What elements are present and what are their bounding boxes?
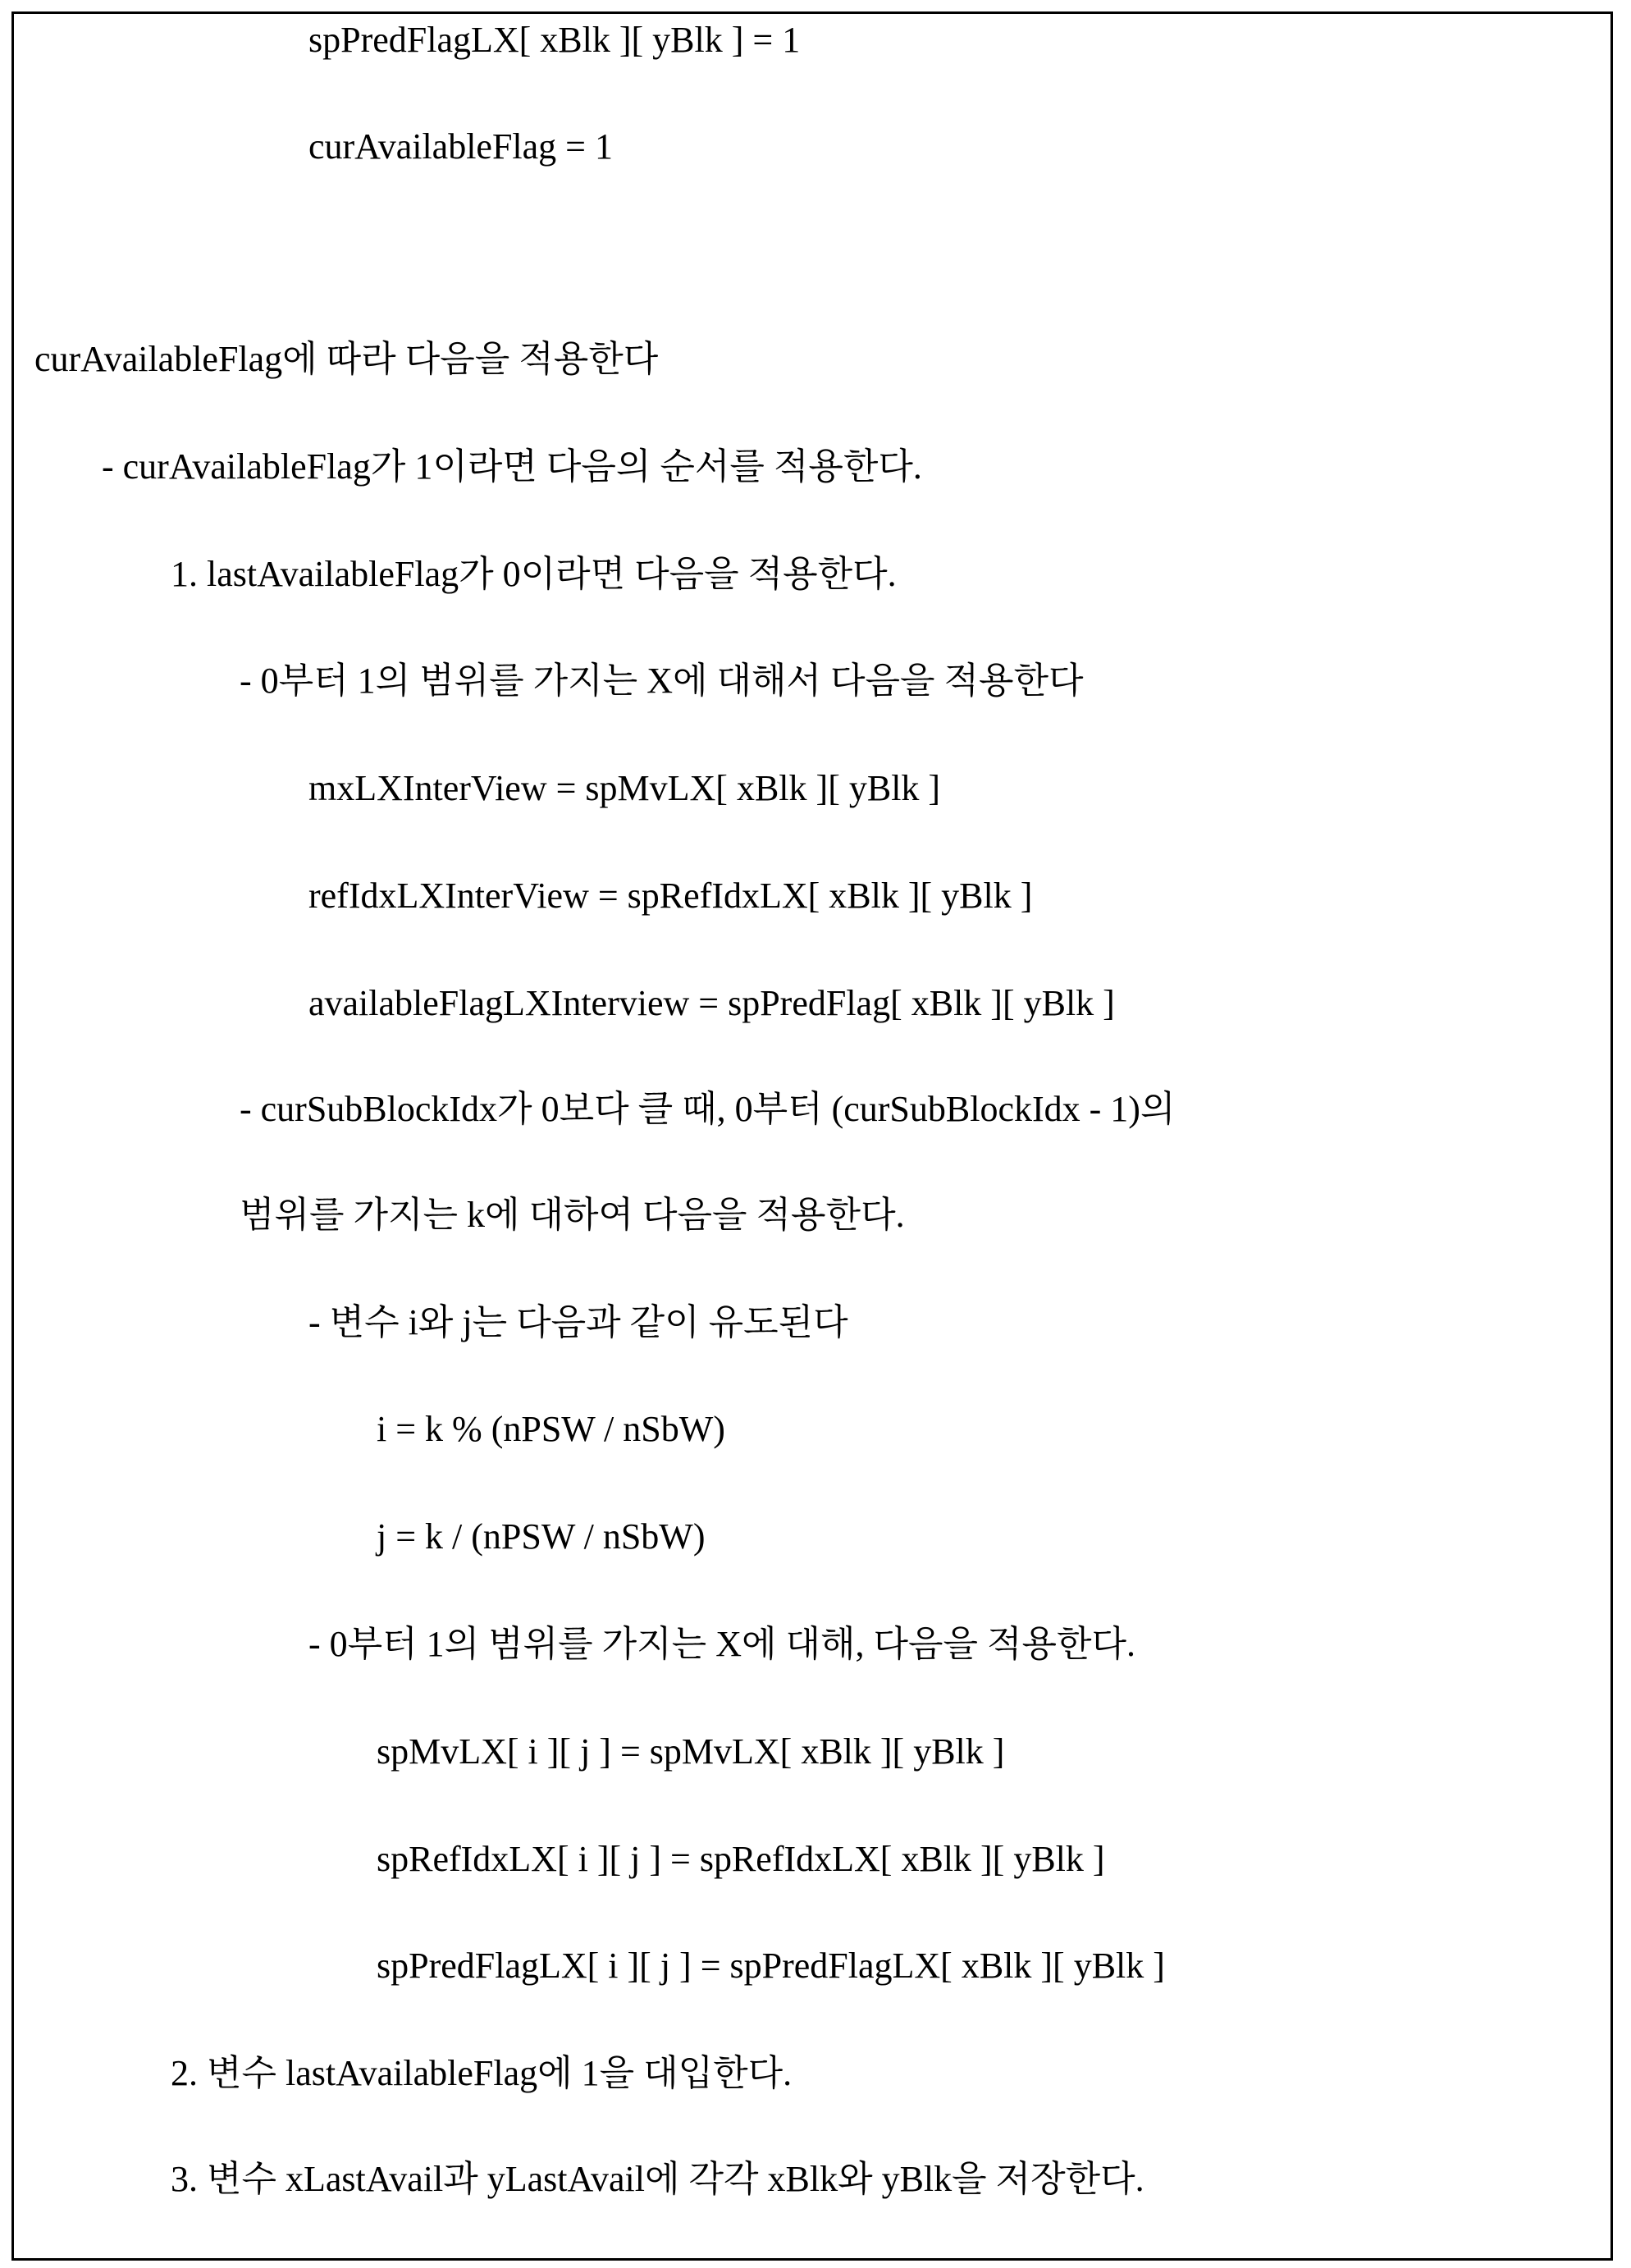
text-line: - 0부터 1의 범위를 가지는 X에 대해, 다음을 적용한다. bbox=[308, 1623, 1135, 1666]
text-line: 범위를 가지는 k에 대하여 다음을 적용한다. bbox=[240, 1194, 905, 1237]
text-line: 3. 변수 xLastAvail과 yLastAvail에 각각 xBlk와 yBlk을 저장한다. bbox=[171, 2158, 1144, 2201]
code-line: curAvailableFlag = 1 bbox=[308, 126, 613, 168]
code-line: j = k / (nPSW / nSbW) bbox=[377, 1516, 705, 1558]
code-line: mxLXInterView = spMvLX[ xBlk ][ yBlk ] bbox=[308, 767, 940, 810]
text-line: - 변수 i와 j는 다음과 같이 유도된다 bbox=[308, 1301, 848, 1344]
text-line: 2. 변수 lastAvailableFlag에 1을 대입한다. bbox=[171, 2052, 792, 2095]
code-line: spRefIdxLX[ i ][ j ] = spRefIdxLX[ xBlk ][ yBlk ] bbox=[377, 1838, 1105, 1881]
text-line: - curAvailableFlag가 1이라면 다음의 순서를 적용한다. bbox=[102, 446, 922, 488]
code-line: i = k % (nPSW / nSbW) bbox=[377, 1408, 725, 1451]
code-line: availableFlagLXInterview = spPredFlag[ xBlk ][ yBlk ] bbox=[308, 982, 1115, 1025]
code-line: spMvLX[ i ][ j ] = spMvLX[ xBlk ][ yBlk ] bbox=[377, 1731, 1004, 1773]
code-line: refIdxLXInterView = spRefIdxLX[ xBlk ][ yBlk ] bbox=[308, 875, 1032, 917]
code-line: spPredFlagLX[ xBlk ][ yBlk ] = 1 bbox=[308, 19, 800, 62]
text-line: - 0부터 1의 범위를 가지는 X에 대해서 다음을 적용한다 bbox=[240, 660, 1084, 702]
text-line: curAvailableFlag에 따라 다음을 적용한다 bbox=[34, 338, 658, 381]
text-line: 1. lastAvailableFlag가 0이라면 다음을 적용한다. bbox=[171, 553, 897, 596]
text-line: - curSubBlockIdx가 0보다 클 때, 0부터 (curSubBlockIdx - 1)의 bbox=[240, 1088, 1175, 1131]
code-line: spPredFlagLX[ i ][ j ] = spPredFlagLX[ xBlk ][ yBlk ] bbox=[377, 1945, 1165, 1987]
